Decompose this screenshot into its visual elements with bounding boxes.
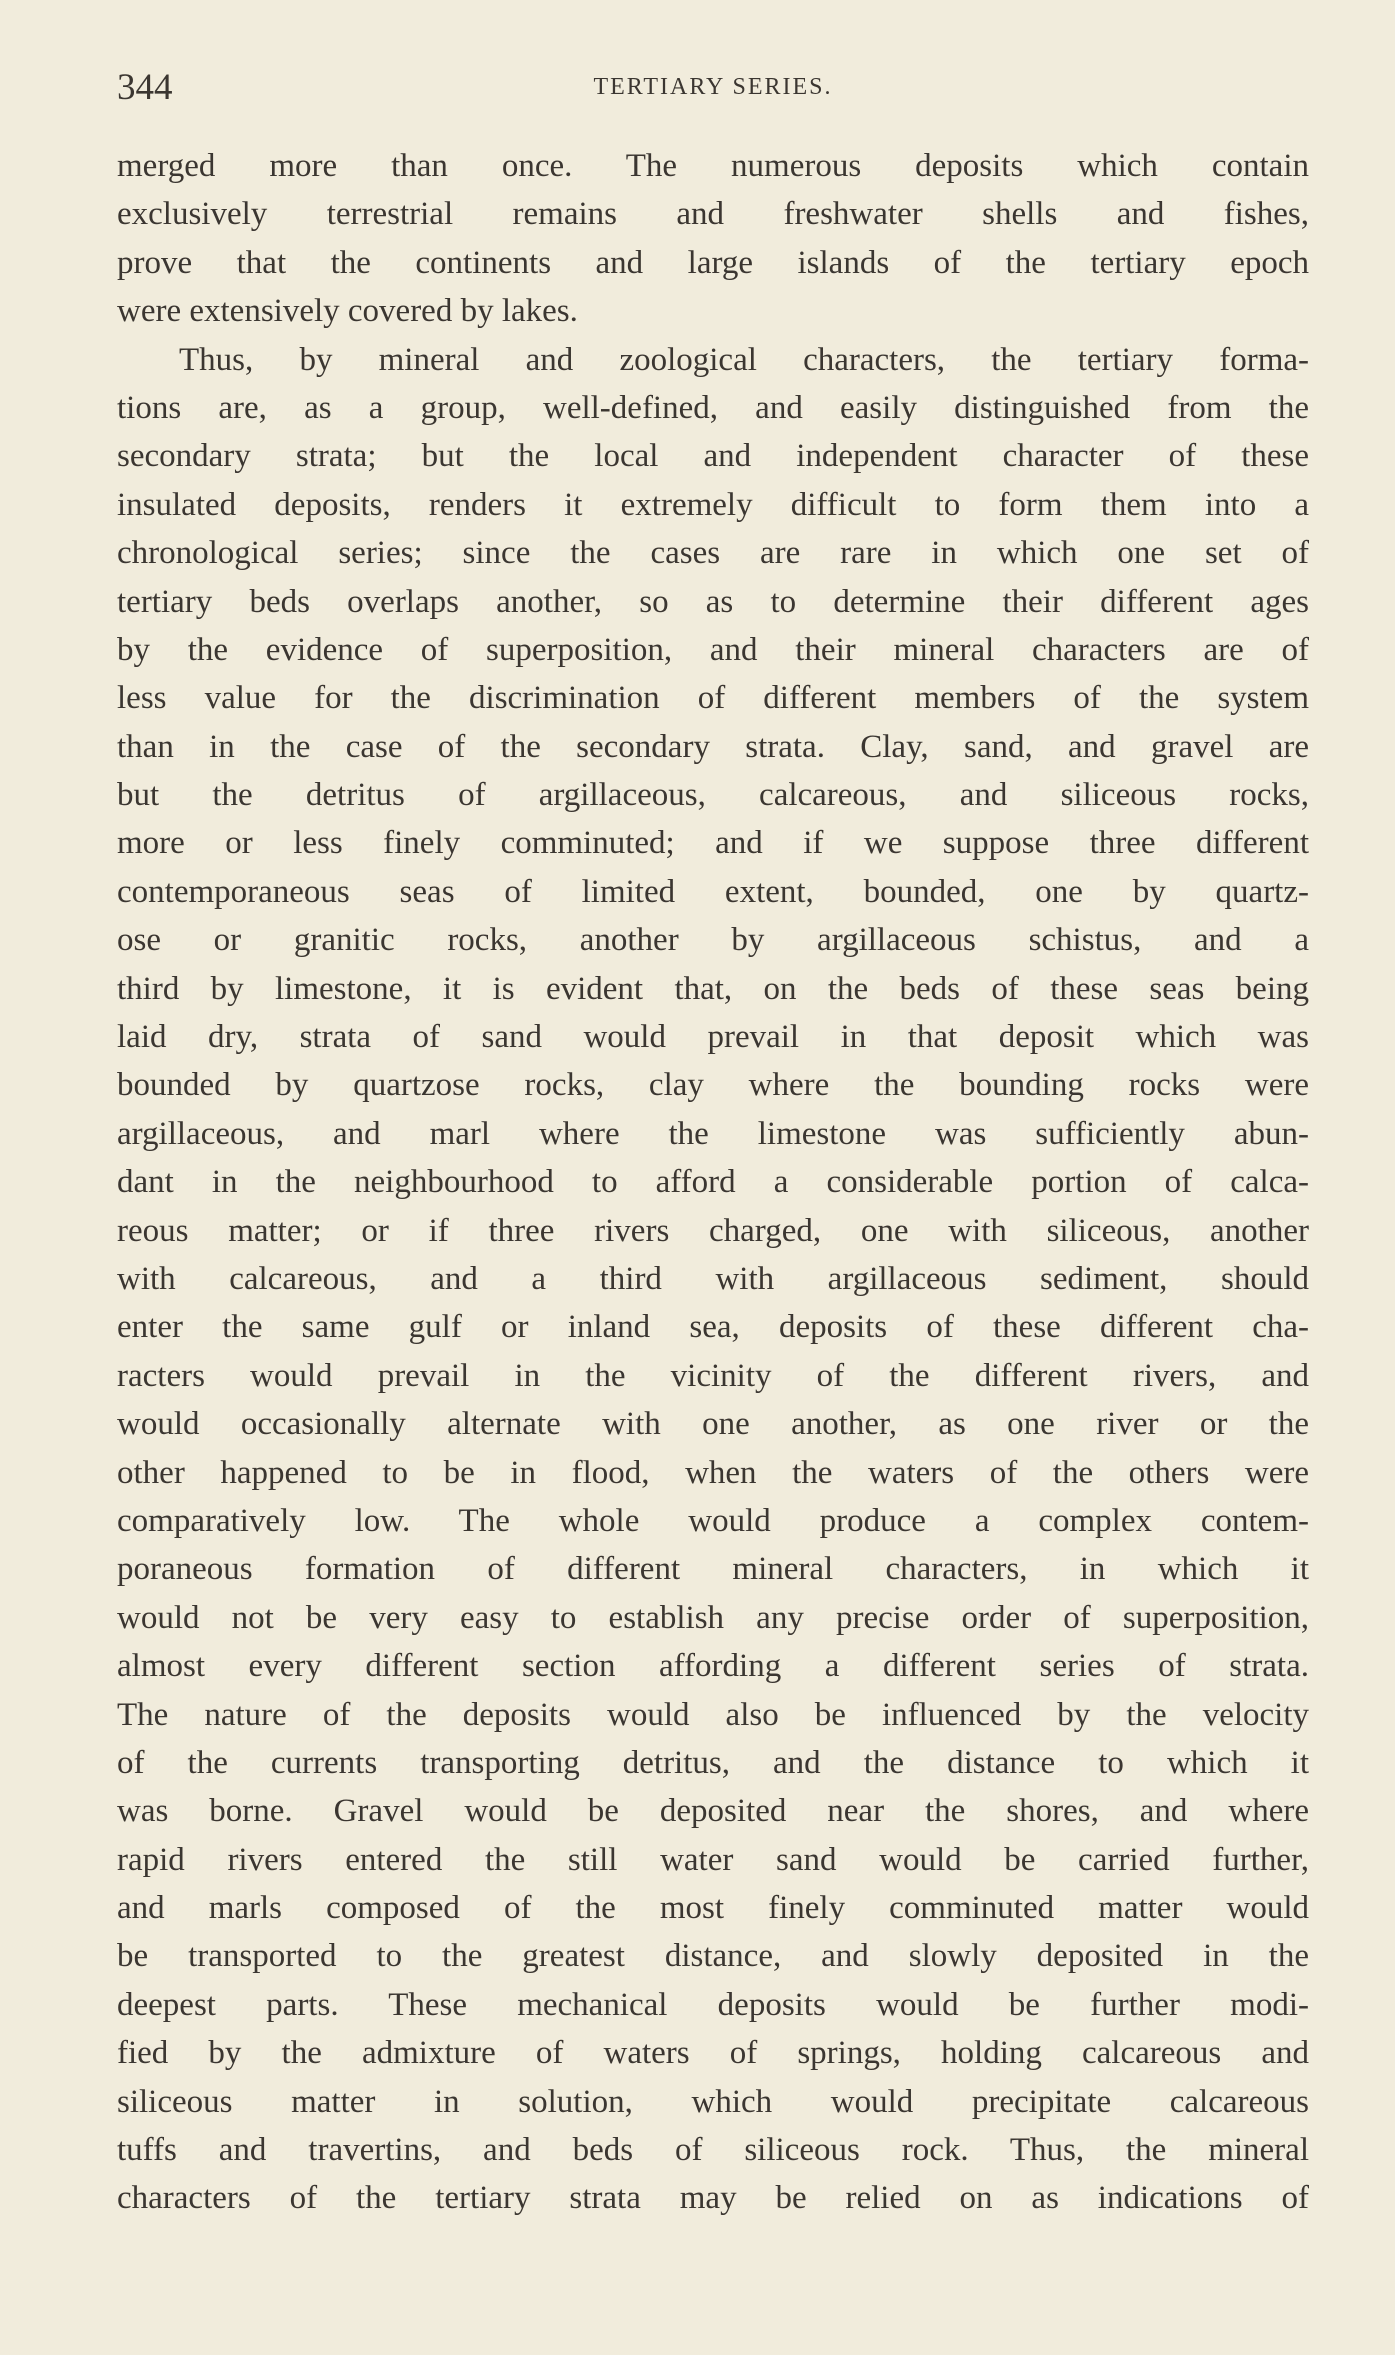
- text-line: comparatively low. The whole would produce a complex contem-: [117, 1502, 1309, 1539]
- text-line: bounded by quartzose rocks, clay where the bounding rocks were: [117, 1067, 1309, 1104]
- text-line: argillaceous, and marl where the limestone was sufficiently abun-: [117, 1115, 1309, 1152]
- text-line: tions are, as a group, well-defined, and easily distinguished from the: [117, 389, 1309, 426]
- text-line: less value for the discrimination of different members of the system: [117, 680, 1309, 717]
- text-line: insulated deposits, renders it extremely difficult to form them into a: [117, 486, 1309, 523]
- text-line: more or less finely comminuted; and if we suppose three different: [117, 825, 1309, 862]
- text-line: poraneous formation of different mineral characters, in which it: [117, 1551, 1309, 1588]
- text-line: third by limestone, it is evident that, on the beds of these seas being: [117, 970, 1309, 1007]
- text-line: contemporaneous seas of limited extent, bounded, one by quartz-: [117, 873, 1309, 910]
- text-line: rapid rivers entered the still water sand would be carried further,: [117, 1841, 1309, 1878]
- text-line: racters would prevail in the vicinity of the different rivers, and: [117, 1357, 1309, 1394]
- text-line: with calcareous, and a third with argillaceous sediment, should: [117, 1260, 1309, 1297]
- text-line: other happened to be in flood, when the waters of the others were: [117, 1454, 1309, 1491]
- text-line: but the detritus of argillaceous, calcareous, and siliceous rocks,: [117, 777, 1309, 814]
- text-line: reous matter; or if three rivers charged, one with siliceous, another: [117, 1212, 1309, 1249]
- text-line: deepest parts. These mechanical deposits would be further modi-: [117, 1986, 1309, 2023]
- text-line: by the evidence of superposition, and their mineral characters are of: [117, 631, 1309, 668]
- text-line: would occasionally alternate with one another, as one river or the: [117, 1406, 1309, 1443]
- text-line: The nature of the deposits would also be influenced by the velocity: [117, 1696, 1309, 1733]
- text-line: would not be very easy to establish any precise order of superposition,: [117, 1599, 1309, 1636]
- text-line: ose or granitic rocks, another by argillaceous schistus, and a: [117, 922, 1309, 959]
- text-line: dant in the neighbourhood to afford a considerable portion of calca-: [117, 1164, 1309, 1201]
- body-text: [117, 142, 1309, 2223]
- text-line: enter the same gulf or inland sea, deposits of these different cha-: [117, 1309, 1309, 1346]
- text-line: and marls composed of the most finely comminuted matter would: [117, 1890, 1309, 1927]
- text-line: of the currents transporting detritus, and the distance to which it: [117, 1744, 1309, 1781]
- page-header: [117, 66, 1309, 110]
- text-line: secondary strata; but the local and independent character of these: [117, 438, 1309, 475]
- text-line: laid dry, strata of sand would prevail in that deposit which was: [117, 1019, 1309, 1056]
- text-line: were extensively covered by lakes.: [117, 293, 578, 330]
- text-line: almost every different section affording a different series of strata.: [117, 1648, 1309, 1685]
- text-line: fied by the admixture of waters of springs, holding calcareous and: [117, 2035, 1309, 2072]
- text-line: characters of the tertiary strata may be relied on as indications of: [117, 2180, 1309, 2217]
- text-line: was borne. Gravel would be deposited near the shores, and where: [117, 1793, 1309, 1830]
- text-line: exclusively terrestrial remains and freshwater shells and fishes,: [117, 196, 1309, 233]
- text-line: be transported to the greatest distance, and slowly deposited in the: [117, 1938, 1309, 1975]
- text-line: tertiary beds overlaps another, so as to determine their different ages: [117, 583, 1309, 620]
- text-line: merged more than once. The numerous deposits which contain: [117, 148, 1309, 184]
- page-number: 344: [117, 67, 173, 108]
- text-line: than in the case of the secondary strata. Clay, sand, and gravel are: [117, 728, 1309, 765]
- text-line: Thus, by mineral and zoological characters, the tertiary forma-: [179, 341, 1309, 378]
- text-line: chronological series; since the cases are rare in which one set of: [117, 535, 1309, 572]
- text-line: siliceous matter in solution, which would precipitate calcareous: [117, 2083, 1309, 2120]
- running-title: TERTIARY SERIES.: [593, 74, 833, 100]
- text-line: tuffs and travertins, and beds of siliceous rock. Thus, the mineral: [117, 2132, 1309, 2169]
- text-line: prove that the continents and large islands of the tertiary epoch: [117, 244, 1309, 281]
